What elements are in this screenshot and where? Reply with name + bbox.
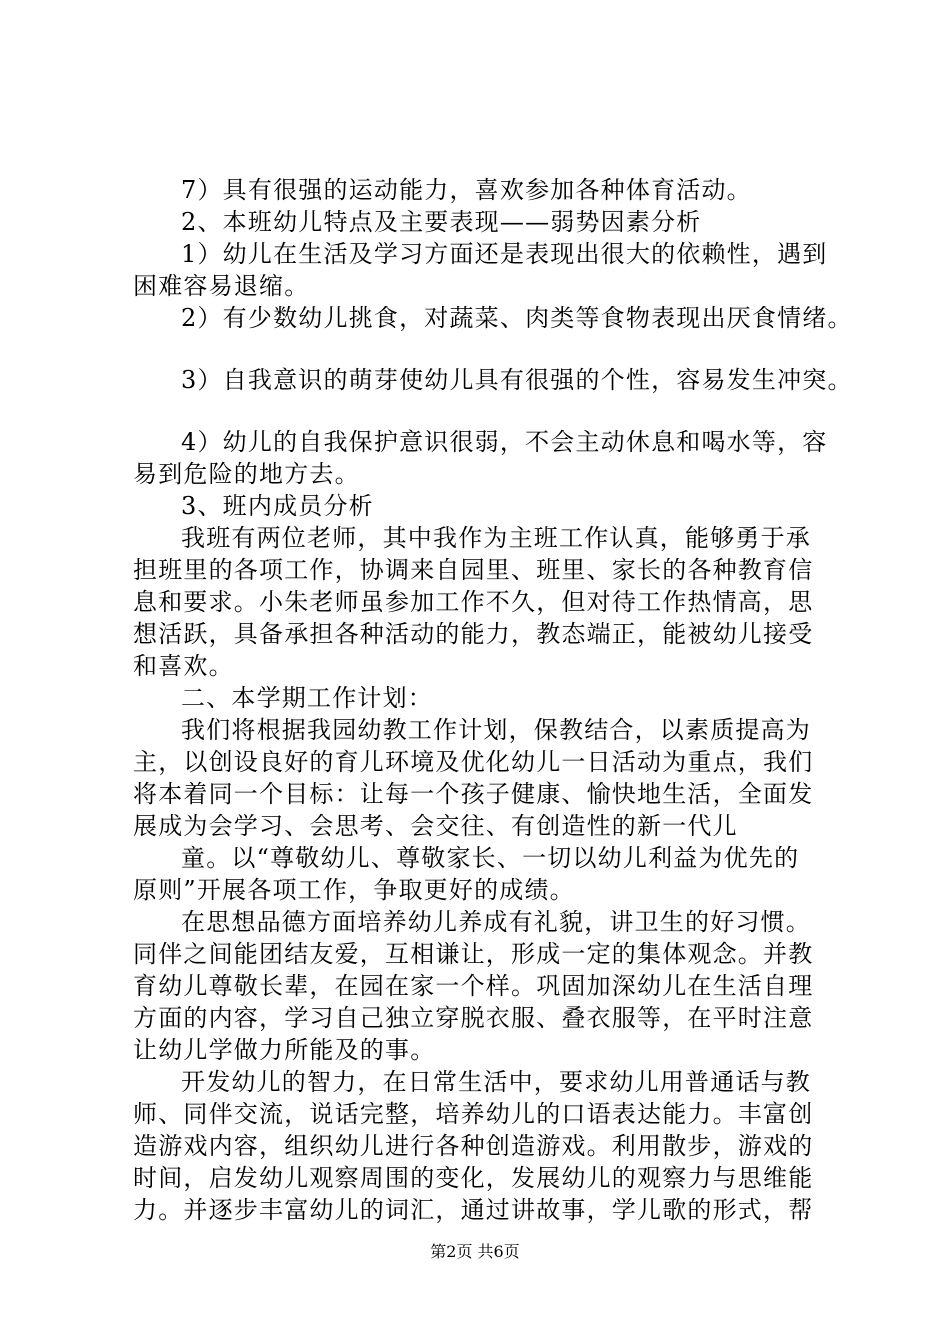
text-line: 开发幼儿的智力，在日常生活中，要求幼儿用普通话与教 [181, 1068, 811, 1096]
text-line: 力。并逐步丰富幼儿的词汇，通过讲故事，学儿歌的形式，帮 [133, 1196, 814, 1224]
page-footer: 第2页 共6页 [430, 1242, 520, 1261]
text-line: 4）幼儿的自我保护意识很弱，不会主动休息和喝水等，容 [181, 428, 828, 456]
text-line: 2）有少数幼儿挑食，对蔬菜、肉类等食物表现出厌食情绪。 [181, 304, 853, 332]
text-line: 造游戏内容，组织幼儿进行各种创造游戏。利用散步，游戏的 [133, 1132, 814, 1160]
text-line: 二、本学期工作计划： [181, 684, 433, 712]
paragraph-gap [133, 334, 853, 364]
text-line: 想活跃，具备承担各种活动的能力，教态端正，能被幼儿接受 [133, 620, 814, 648]
text-line: 在思想品德方面培养幼儿养成有礼貌，讲卫生的好习惯。 [181, 908, 811, 936]
document-body [133, 174, 853, 1226]
text-line: 原则”开展各项工作，争取更好的成绩。 [133, 876, 575, 904]
text-line: 方面的内容，学习自己独立穿脱衣服、叠衣服等，在平时注意 [133, 1004, 814, 1032]
text-line: 将本着同一个目标：让每一个孩子健康、愉快地生活，全面发 [133, 780, 814, 808]
text-line: 童。以“尊敬幼儿、尊敬家长、一切以幼儿利益为优先的 [181, 844, 800, 872]
text-line: 担班里的各项工作，协调来自园里、班里、家长的各种教育信 [133, 556, 814, 584]
text-line: 息和要求。小朱老师虽参加工作不久，但对待工作热情高，思 [133, 588, 814, 616]
text-line: 主，以创设良好的育儿环境及优化幼儿一日活动为重点，我们 [133, 748, 814, 776]
text-line: 我班有两位老师，其中我作为主班工作认真，能够勇于承 [181, 524, 811, 552]
text-line: 3、班内成员分析 [181, 492, 374, 520]
text-line: 3）自我意识的萌芽使幼儿具有很强的个性，容易发生冲突。 [181, 366, 853, 394]
text-line: 1）幼儿在生活及学习方面还是表现出很大的依赖性，遇到 [181, 240, 828, 268]
text-line: 7）具有很强的运动能力，喜欢参加各种体育活动。 [181, 176, 752, 204]
text-line: 时间，启发幼儿观察周围的变化，发展幼儿的观察力与思维能 [133, 1164, 814, 1192]
text-line: 让幼儿学做力所能及的事。 [133, 1036, 436, 1064]
text-line: 展成为会学习、会思考、会交往、有创造性的新一代儿 [133, 812, 738, 840]
text-line: 同伴之间能团结友爱，互相谦让，形成一定的集体观念。并教 [133, 940, 814, 968]
paragraph-gap [133, 396, 853, 426]
text-line: 和喜欢。 [133, 652, 234, 680]
text-line: 师、同伴交流，说话完整，培养幼儿的口语表达能力。丰富创 [133, 1100, 814, 1128]
text-line: 易到危险的地方去。 [133, 460, 360, 488]
text-line: 我们将根据我园幼教工作计划，保教结合，以素质提高为 [181, 716, 811, 744]
text-line: 育幼儿尊敬长辈，在园在家一个样。巩固加深幼儿在生活自理 [133, 972, 814, 1000]
text-line: 2、本班幼儿特点及主要表现——弱势因素分析 [181, 208, 702, 236]
text-line: 困难容易退缩。 [133, 272, 310, 300]
